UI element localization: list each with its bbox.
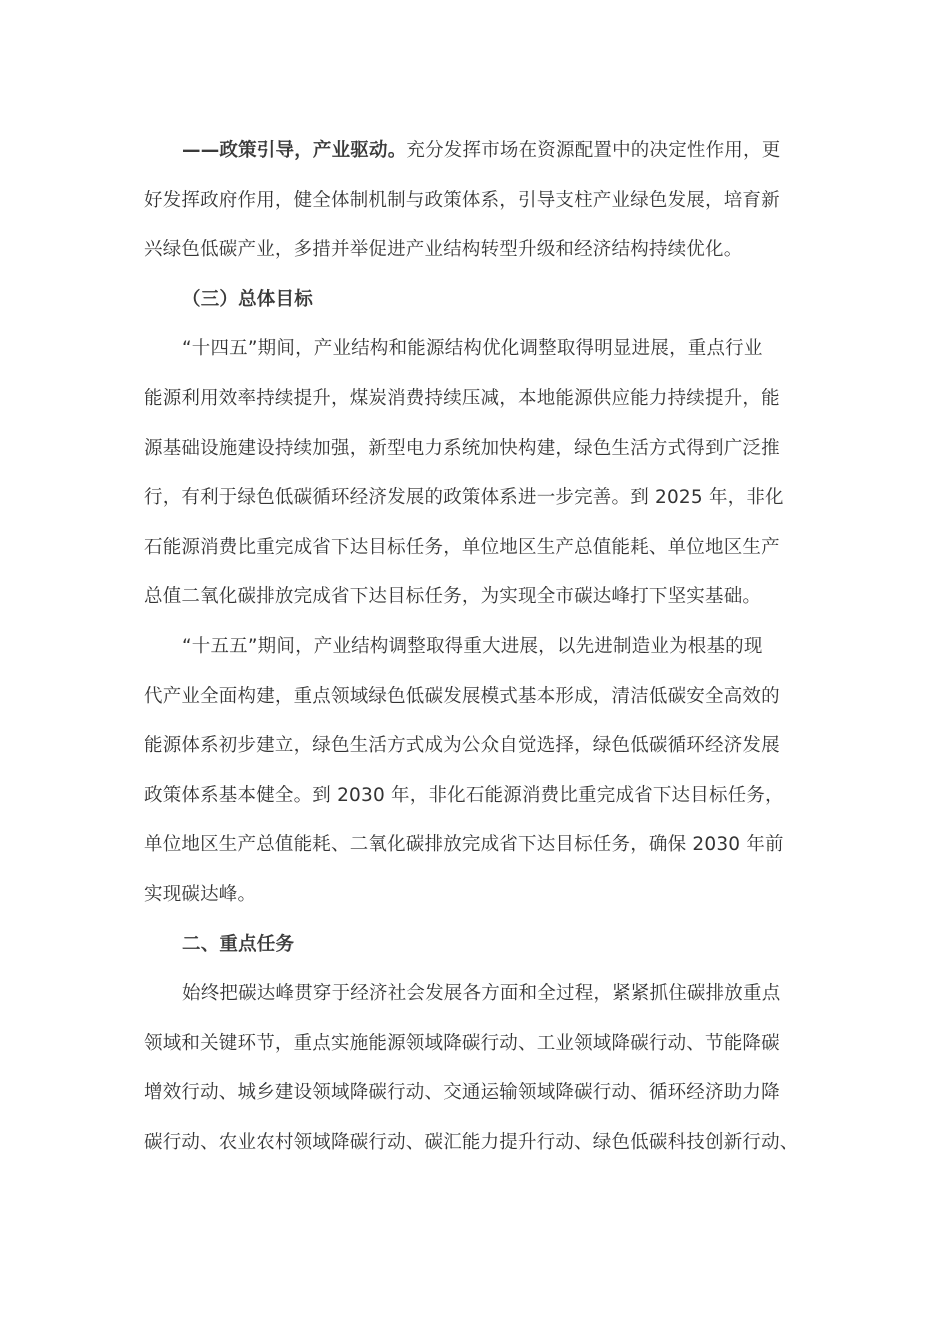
text-line: 单位地区生产总值能耗、二氧化碳排放完成省下达目标任务，确保 2030 年前 xyxy=(144,834,784,856)
section-heading-overall-goal: （三）总体目标 xyxy=(182,288,313,310)
text-line: “十四五”期间，产业结构和能源结构优化调整取得明显进展，重点行业 xyxy=(182,338,763,360)
text-line: 能源体系初步建立，绿色生活方式成为公众自觉选择，绿色低碳循环经济发展 xyxy=(144,735,780,757)
text-line: 能源利用效率持续提升，煤炭消费持续压减，本地能源供应能力持续提升，能 xyxy=(144,387,780,409)
paragraph-policy-guidance xyxy=(144,126,804,275)
text-line: 政策体系基本健全。到 2030 年，非化石能源消费比重完成省下达目标任务， xyxy=(144,784,784,806)
text-line: 领域和关键环节，重点实施能源领域降碳行动、工业领域降碳行动、节能降碳 xyxy=(144,1032,780,1054)
text-line: 石能源消费比重完成省下达目标任务，单位地区生产总值能耗、单位地区生产 xyxy=(144,536,780,558)
text-line xyxy=(144,126,804,176)
paragraph-14th-five-year xyxy=(144,324,804,622)
text-line: 兴绿色低碳产业，多措并举促进产业结构转型升级和经济结构持续优化。 xyxy=(144,239,743,261)
text-line: 实现碳达峰。 xyxy=(144,883,257,905)
section-heading-key-tasks: 二、重点任务 xyxy=(182,933,295,955)
text-line: 增效行动、城乡建设领域降碳行动、交通运输领域降碳行动、循环经济助力降 xyxy=(144,1082,780,1104)
paragraph-key-tasks-intro xyxy=(144,969,804,1167)
document-body xyxy=(144,126,804,1167)
text-line: 好发挥政府作用，健全体制机制与政策体系，引导支柱产业绿色发展，培育新 xyxy=(144,189,780,211)
paragraph-15th-five-year xyxy=(144,622,804,920)
text-run: 充分发挥市场在资源配置中的决定性作用，更 xyxy=(406,140,781,161)
text-line: 行，有利于绿色低碳循环经济发展的政策体系进一步完善。到 2025 年，非化 xyxy=(144,487,784,509)
text-line: 代产业全面构建，重点领域绿色低碳发展模式基本形成，清洁低碳安全高效的 xyxy=(144,685,780,707)
text-line: 总值二氧化碳排放完成省下达目标任务，为实现全市碳达峰打下坚实基础。 xyxy=(144,586,762,608)
text-line: 源基础设施建设持续加强，新型电力系统加快构建，绿色生活方式得到广泛推 xyxy=(144,437,780,459)
text-line: “十五五”期间，产业结构调整取得重大进展，以先进制造业为根基的现 xyxy=(182,635,763,657)
paragraph-lead-bold: ——政策引导，产业驱动。 xyxy=(182,140,407,161)
text-line: 始终把碳达峰贯穿于经济社会发展各方面和全过程，紧紧抓住碳排放重点 xyxy=(182,983,781,1005)
text-line: 碳行动、农业农村领域降碳行动、碳汇能力提升行动、绿色低碳科技创新行动、 xyxy=(144,1131,799,1153)
